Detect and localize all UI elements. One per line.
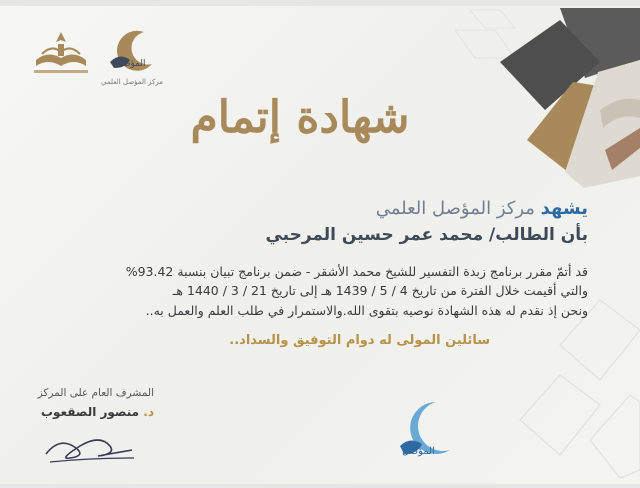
crescent-logo-icon bbox=[96, 28, 168, 72]
supervisor-prefix: د. bbox=[139, 405, 154, 419]
witness-keyword: يشهد bbox=[540, 198, 588, 219]
bottom-crescent-logo-icon bbox=[392, 398, 464, 464]
center-logo bbox=[96, 28, 168, 88]
supervisor-name bbox=[40, 405, 154, 419]
program-logo-icon bbox=[28, 28, 94, 80]
outline-tile-2 bbox=[455, 30, 515, 58]
certificate-title: شهادة إتمام bbox=[190, 92, 410, 143]
center-logo-caption: مركز المؤصل العلمي bbox=[101, 78, 163, 86]
outline-tile-1 bbox=[470, 10, 515, 28]
signature-icon bbox=[40, 428, 140, 468]
svg-text:المؤصل: المؤصل bbox=[116, 59, 146, 69]
body-line-1: قد أتمّ مقرر برنامج زبدة التفسير للشيخ محمد الأشقر - ضمن برنامج تبيان بنسبة 93.42% bbox=[125, 264, 588, 279]
supervisor-title: المشرف العام على المركز bbox=[37, 387, 154, 399]
witness-line bbox=[376, 198, 588, 219]
outline-diamond-2 bbox=[520, 375, 600, 455]
body-line-3: ونحن إذ نقدم له هذه الشهادة نوصيه بتقوى الله.والاستمرار في طلب العلم والعمل به.. bbox=[145, 303, 588, 318]
supervisor-name-text: منصور الصقعوب bbox=[40, 405, 140, 419]
bottom-logo-text: المؤصل bbox=[402, 446, 435, 457]
witness-center-name: مركز المؤصل العلمي bbox=[375, 198, 541, 219]
student-line: بأن الطالب/ محمد عمر حسين المرحبي bbox=[265, 225, 588, 245]
body-line-2: والتي أقيمت خلال الفترة من تاريخ 4 / 5 / 1439 هـ إلى تاريخ 21 / 3 / 1440 هـ bbox=[172, 283, 588, 298]
prayer-line: سائلين المولى له دوام التوفيق والسداد.. bbox=[229, 333, 490, 348]
bottom-border bbox=[0, 484, 640, 488]
